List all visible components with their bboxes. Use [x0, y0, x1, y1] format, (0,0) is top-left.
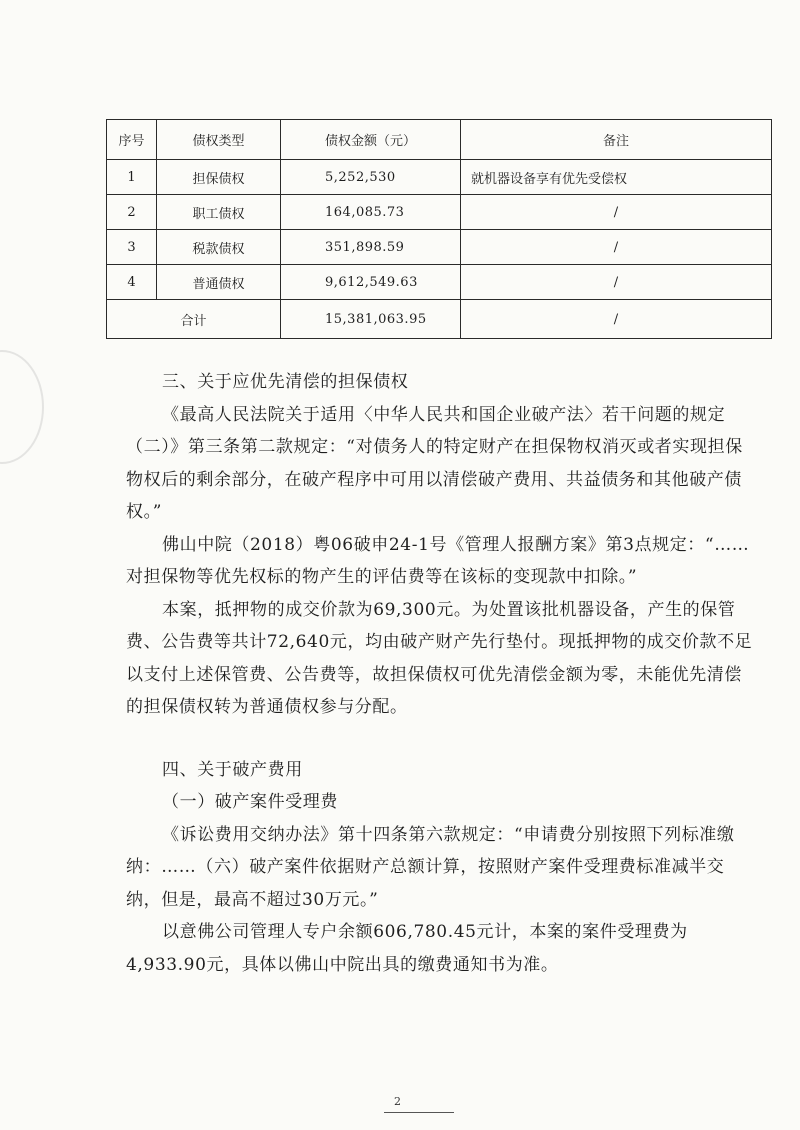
header-type: 债权类型: [157, 120, 281, 160]
row-no: 1: [107, 160, 157, 195]
section4-paragraph-2: 以意佛公司管理人专户余额606,780.45元计，本案的案件受理费为4,933.90元，具体以佛山中院出具的缴费通知书为准。: [126, 922, 688, 975]
section3-paragraph-3: 本案，抵押物的成交价款为69,300元。为处置该批机器设备，产生的保管费、公告费等共计72,640元，均由破产财产先行垫付。现抵押物的成交价款不足以支付上述保管费、公告费等，故担保债权可优先清偿金额为零，未能优先清偿的担保债权转为普通债权参与分配。: [126, 599, 753, 717]
table-total-row: [107, 300, 772, 339]
header-amount: 债权金额（元）: [281, 120, 461, 160]
row-type: 普通债权: [157, 265, 281, 300]
row-note: /: [461, 265, 772, 300]
total-label: 合计: [107, 300, 281, 339]
row-type: 担保债权: [157, 160, 281, 195]
section3-paragraph-1: 《最高人民法院关于适用〈中华人民共和国企业破产法〉若干问题的规定（二）》第三条第二款规定：“对债务人的特定财产在担保物权消灭或者实现担保物权后的剩余部分，在破产程序中可用以清偿破产费用、共益债务和其他破产债权。”: [126, 404, 743, 522]
total-note: /: [461, 300, 772, 339]
row-type: 税款债权: [157, 230, 281, 265]
claims-table: [106, 119, 772, 339]
row-note: /: [461, 230, 772, 265]
header-no: 序号: [107, 120, 157, 160]
row-amount: 9,612,549.63: [281, 265, 461, 300]
row-no: 3: [107, 230, 157, 265]
body-text: [126, 366, 758, 981]
total-amount: 15,381,063.95: [281, 300, 461, 339]
header-note: 备注: [461, 120, 772, 160]
section4-heading: 四、关于破产费用: [162, 759, 303, 780]
row-type: 职工债权: [157, 195, 281, 230]
table-row: [107, 265, 772, 300]
section-gap: [126, 724, 758, 754]
row-note: 就机器设备享有优先受偿权: [461, 160, 772, 195]
section4-paragraph-1: 《诉讼费用交纳办法》第十四条第六款规定：“申请费分别按照下列标准缴纳：……（六）破产案件依据财产总额计算，按照财产案件受理费标准减半交纳，但是，最高不超过30万元。”: [126, 824, 735, 910]
section3-paragraph-2: 佛山中院（2018）粤06破申24-1号《管理人报酬方案》第3点规定：“……对担保物等优先权标的物产生的评估费等在该标的变现款中扣除。”: [126, 534, 750, 587]
row-amount: 164,085.73: [281, 195, 461, 230]
page-number: 2: [394, 1095, 401, 1108]
table-header-row: [107, 120, 772, 160]
row-amount: 5,252,530: [281, 160, 461, 195]
section3-heading: 三、关于应优先清偿的担保债权: [162, 372, 409, 392]
page-number-underline: [384, 1112, 454, 1113]
table-row: [107, 195, 772, 230]
table-row: [107, 160, 772, 195]
section4-subheading: （一）破产案件受理费: [162, 792, 338, 812]
row-no: 2: [107, 195, 157, 230]
stamp-mark: [0, 350, 44, 464]
row-note: /: [461, 195, 772, 230]
table-row: [107, 230, 772, 265]
row-amount: 351,898.59: [281, 230, 461, 265]
row-no: 4: [107, 265, 157, 300]
